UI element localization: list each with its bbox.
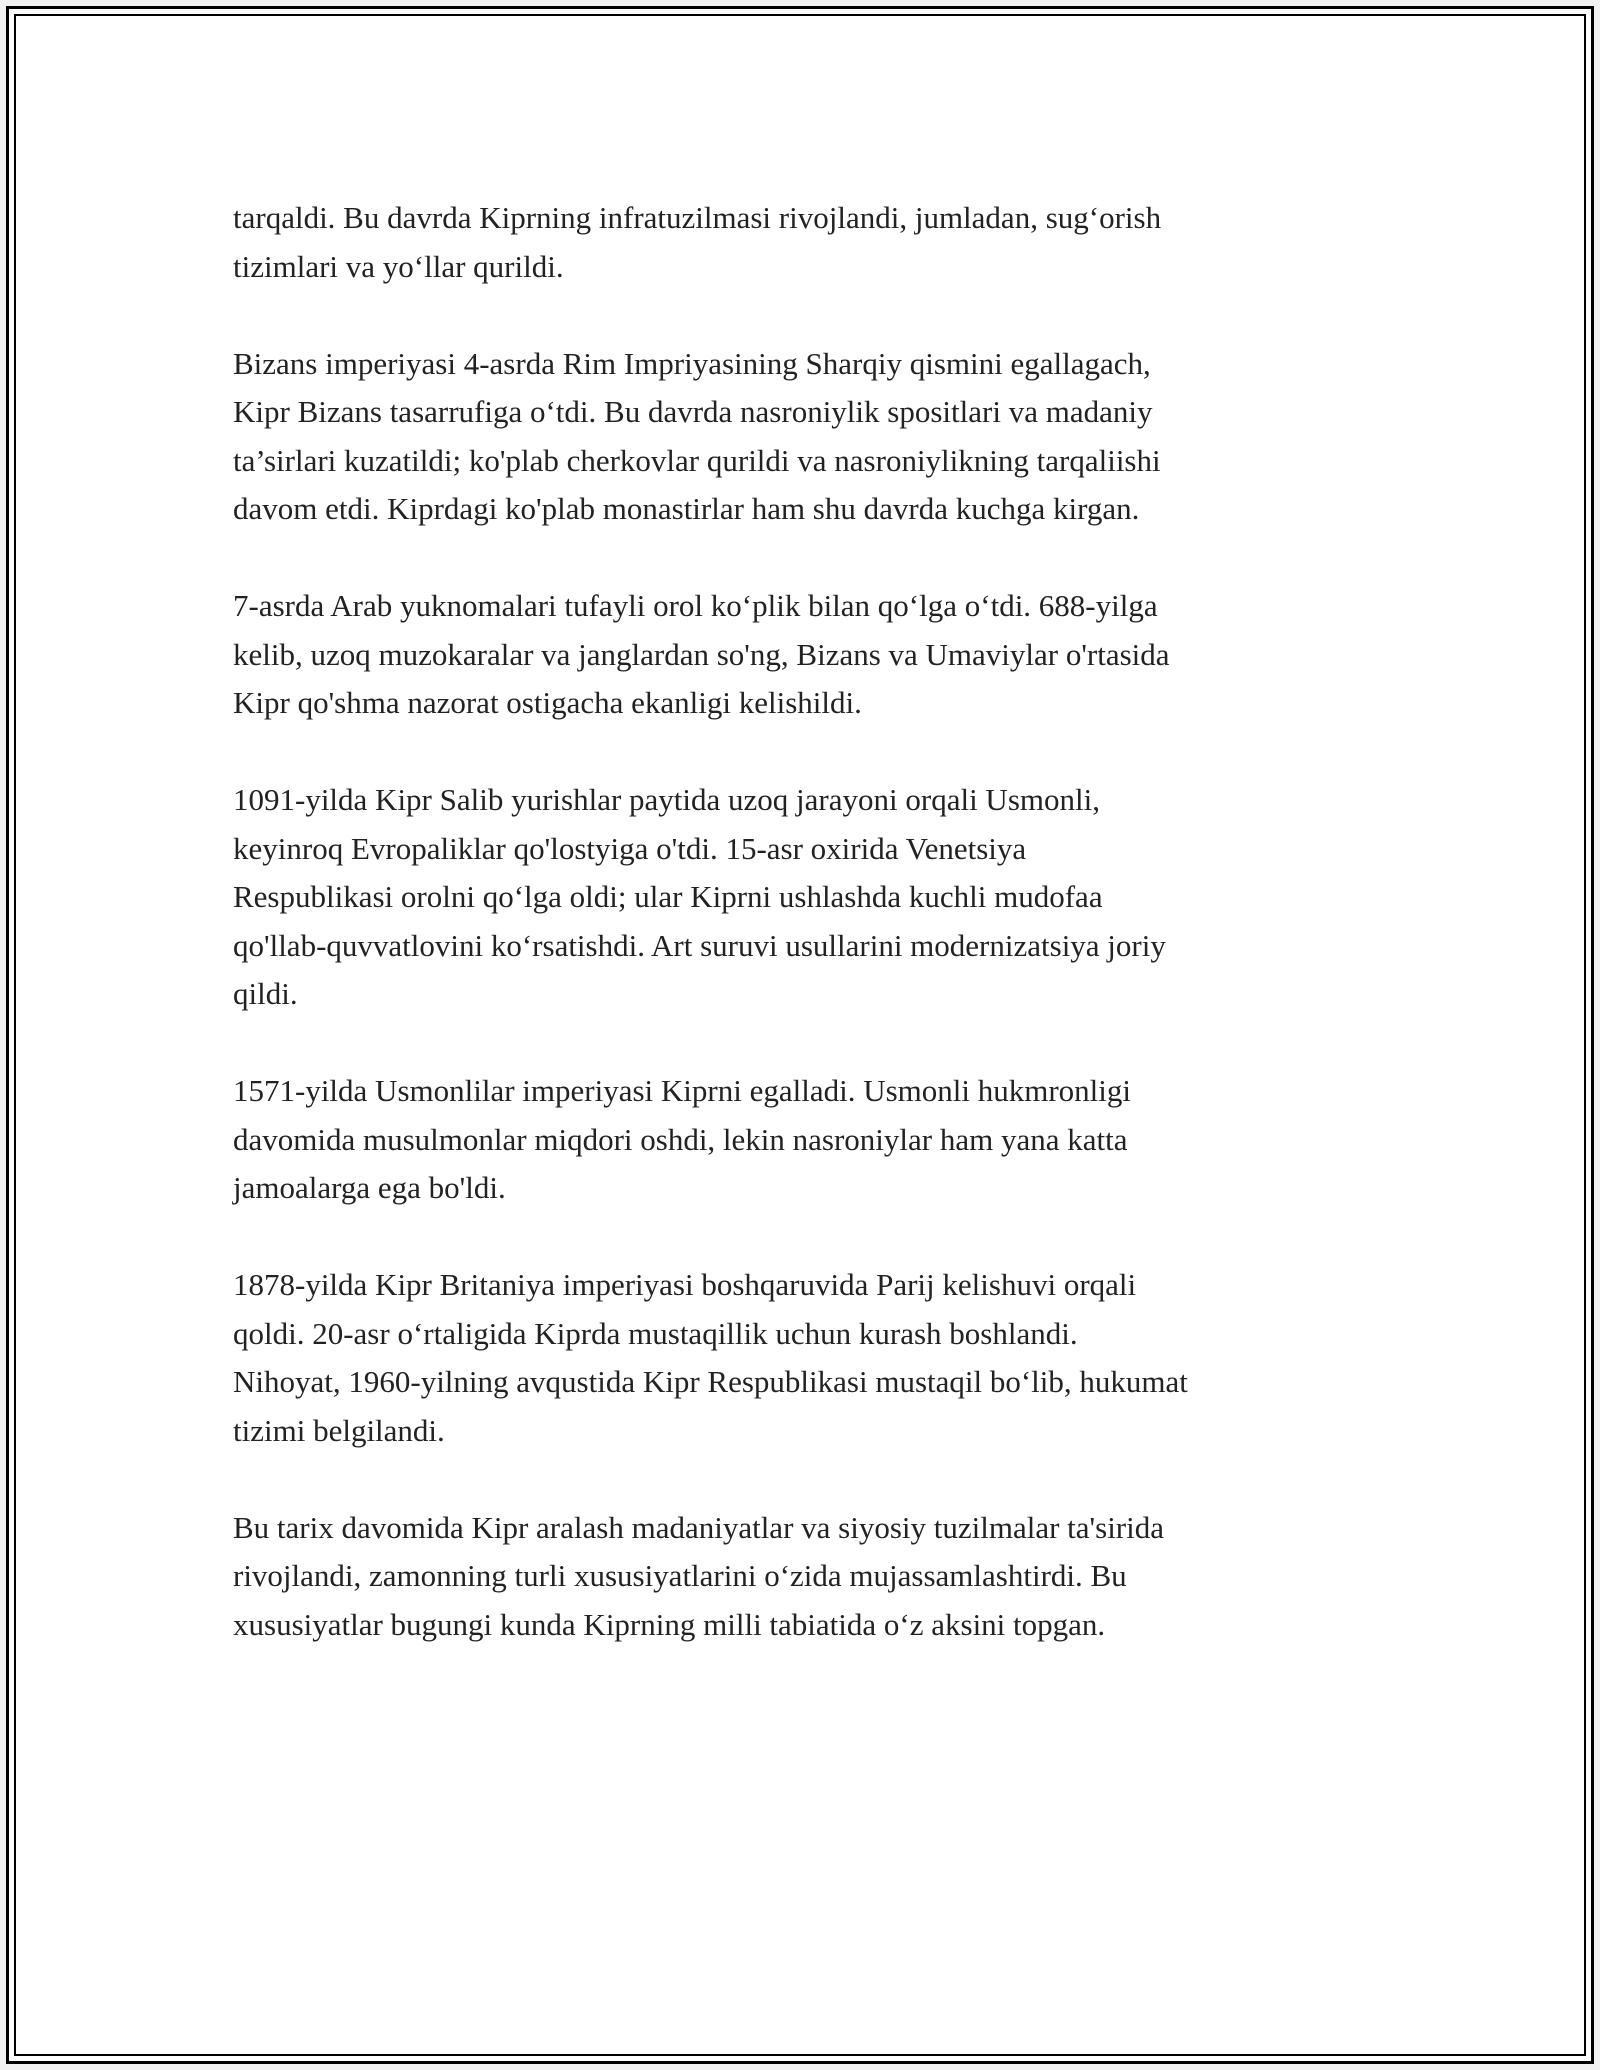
document-page (6, 6, 1594, 2064)
paragraph-6: 1878-yilda Kipr Britaniya imperiyasi boshqaruvida Parij kelishuvi orqali qoldi. 20-asr o‘rtaligida Kiprda mustaqillik uchun kurash boshlandi. Nihoyat, 1960-yilning avqustida Kipr Respublikasi mustaqil bo‘lib, hukumat tizimi belgilandi. (233, 1267, 1188, 1448)
paragraph-4: 1091-yilda Kipr Salib yurishlar paytida uzoq jarayoni orqali Usmonli, keyinroq Evropaliklar qo'lostyiga o'tdi. 15-asr oxirida Venetsiya Respublikasi orolni qo‘lga oldi; ular Kiprni ushlashda kuchli mudofaa qo'llab-quvvatlovini ko‘rsatishdi. Art suruvi usullarini modernizatsiya joriy qildi. (233, 782, 1166, 1011)
paragraph-3: 7-asrda Arab yuknomalari tufayli orol ko‘plik bilan qo‘lga o‘tdi. 688-yilga kelib, uzoq muzokaralar va janglardan so'ng, Bizans va Umaviylar o'rtasida Kipr qo'shma nazorat ostigacha ekanligi kelishildi. (233, 588, 1170, 720)
paragraph-2: Bizans imperiyasi 4-asrda Rim Impriyasining Sharqiy qismini egallagach, Kipr Bizans tasarrufiga o‘tdi. Bu davrda nasroniylik spositlari va madaniy ta’sirlari kuzatildi; ko'plab cherkovlar qurildi va nasroniylikning tarqaliishi davom etdi. Kiprdagi ko'plab monastirlar ham shu davrda kuchga kirgan. (233, 345, 1161, 526)
paragraph-1: tarqaldi. Bu davrda Kiprning infratuzilmasi rivojlandi, jumladan, sug‘orish tizimlari va yo‘llar qurildi. (233, 200, 1162, 284)
document-body (233, 194, 1393, 1698)
paragraph-7: Bu tarix davomida Kipr aralash madaniyatlar va siyosiy tuzilmalar ta'sirida rivojlandi, zamonning turli xususiyatlarini o‘zida mujassamlashtirdi. Bu xususiyatlar bugungi kunda Kiprning milli tabiatida o‘z aksini topgan. (233, 1509, 1164, 1642)
paragraph-5: 1571-yilda Usmonlilar imperiyasi Kiprni egalladi. Usmonli hukmronligi davomida musulmonlar miqdori oshdi, lekin nasroniylar ham yana katta jamoalarga ega bo'ldi. (233, 1073, 1132, 1205)
